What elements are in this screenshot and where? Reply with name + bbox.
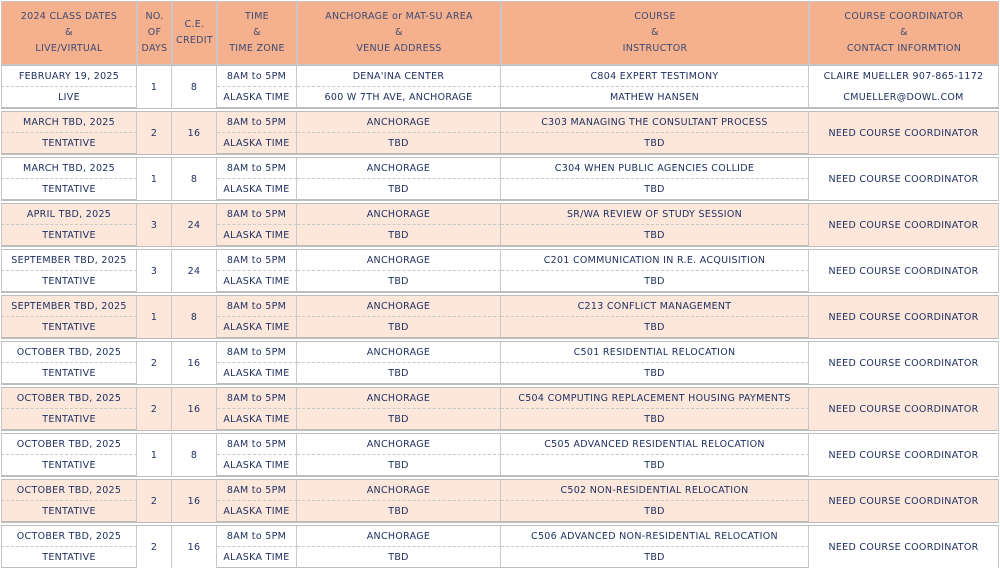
schedule-body [1,65,999,568]
ce-credit: 16 [172,479,217,522]
class-date: OCTOBER TBD, 2025 [1,341,137,363]
coordinator-name: NEED COURSE COORDINATOR [809,433,999,476]
header-text: INSTRUCTOR [622,43,688,54]
class-time: 8AM to 5PM [217,387,297,409]
ce-credit: 16 [172,525,217,568]
coordinator-email: CMUELLER@DOWL.COM [809,87,999,108]
header-course [501,1,809,65]
time-zone: ALASKA TIME [217,87,297,108]
header-text: OF [147,27,162,38]
header-text: NO. [145,11,164,22]
venue-name: ANCHORAGE [297,249,501,271]
table-row [1,65,999,87]
coordinator-name: CLAIRE MUELLER 907-865-1172 [809,65,999,87]
coordinator-name: NEED COURSE COORDINATOR [809,525,999,568]
class-mode: TENTATIVE [1,409,137,430]
class-time: 8AM to 5PM [217,249,297,271]
time-zone: ALASKA TIME [217,133,297,154]
instructor-name: TBD [501,179,809,200]
time-zone: ALASKA TIME [217,409,297,430]
venue-address: 600 W 7TH AVE, ANCHORAGE [297,87,501,108]
time-zone: ALASKA TIME [217,501,297,522]
venue-name: ANCHORAGE [297,525,501,547]
header-text: & [900,27,908,38]
coordinator-name: NEED COURSE COORDINATOR [809,387,999,430]
class-mode: TENTATIVE [1,547,137,568]
header-text: COURSE COORDINATOR [844,11,964,22]
table-row [1,433,999,455]
table-row [1,111,999,133]
ce-credit: 8 [172,157,217,200]
table-row [1,525,999,547]
coordinator-name: NEED COURSE COORDINATOR [809,479,999,522]
class-date: SEPTEMBER TBD, 2025 [1,249,137,271]
venue-address: TBD [297,547,501,568]
instructor-name: TBD [501,547,809,568]
class-time: 8AM to 5PM [217,341,297,363]
header-text: CREDIT [176,35,213,46]
header-coordinator [809,1,999,65]
venue-address: TBD [297,225,501,246]
ce-credit: 24 [172,249,217,292]
header-text: 2024 CLASS DATES [20,11,118,22]
venue-name: ANCHORAGE [297,479,501,501]
class-date: OCTOBER TBD, 2025 [1,433,137,455]
time-zone: ALASKA TIME [217,225,297,246]
course-name: C506 ADVANCED NON-RESIDENTIAL RELOCATION [501,525,809,547]
header-text: C.E. [184,19,205,30]
venue-name: ANCHORAGE [297,203,501,225]
venue-name: ANCHORAGE [297,341,501,363]
venue-name: DENA'INA CENTER [297,65,501,87]
instructor-name: MATHEW HANSEN [501,87,809,108]
header-text: TIME ZONE [229,43,285,54]
num-days: 3 [137,203,172,246]
course-name: C304 WHEN PUBLIC AGENCIES COLLIDE [501,157,809,179]
coordinator-name: NEED COURSE COORDINATOR [809,295,999,338]
class-mode: TENTATIVE [1,501,137,522]
class-date: APRIL TBD, 2025 [1,203,137,225]
header-text: & [253,27,261,38]
class-date: FEBRUARY 19, 2025 [1,65,137,87]
num-days: 2 [137,387,172,430]
ce-credit: 16 [172,111,217,154]
coordinator-name: NEED COURSE COORDINATOR [809,111,999,154]
class-schedule-table [1,1,999,568]
venue-address: TBD [297,455,501,476]
class-date: OCTOBER TBD, 2025 [1,525,137,547]
class-time: 8AM to 5PM [217,479,297,501]
ce-credit: 8 [172,295,217,338]
venue-address: TBD [297,501,501,522]
time-zone: ALASKA TIME [217,455,297,476]
class-time: 8AM to 5PM [217,203,297,225]
header-text: & [65,27,73,38]
num-days: 2 [137,525,172,568]
header-days [137,1,172,65]
header-row [1,1,999,65]
class-time: 8AM to 5PM [217,111,297,133]
class-date: MARCH TBD, 2025 [1,157,137,179]
class-mode: TENTATIVE [1,225,137,246]
class-time: 8AM to 5PM [217,157,297,179]
table-row [1,249,999,271]
course-name: C504 COMPUTING REPLACEMENT HOUSING PAYMENTS [501,387,809,409]
time-zone: ALASKA TIME [217,317,297,338]
table-row [1,157,999,179]
num-days: 2 [137,111,172,154]
ce-credit: 16 [172,341,217,384]
time-zone: ALASKA TIME [217,363,297,384]
class-time: 8AM to 5PM [217,295,297,317]
class-time: 8AM to 5PM [217,525,297,547]
class-time: 8AM to 5PM [217,433,297,455]
class-date: OCTOBER TBD, 2025 [1,479,137,501]
course-name: C502 NON-RESIDENTIAL RELOCATION [501,479,809,501]
header-venue [297,1,501,65]
course-name: C213 CONFLICT MANAGEMENT [501,295,809,317]
venue-address: TBD [297,133,501,154]
class-date: MARCH TBD, 2025 [1,111,137,133]
ce-credit: 8 [172,65,217,108]
instructor-name: TBD [501,133,809,154]
ce-credit: 24 [172,203,217,246]
header-time [217,1,297,65]
course-name: C804 EXPERT TESTIMONY [501,65,809,87]
class-mode: TENTATIVE [1,179,137,200]
venue-name: ANCHORAGE [297,111,501,133]
table-row [1,479,999,501]
num-days: 2 [137,341,172,384]
time-zone: ALASKA TIME [217,547,297,568]
instructor-name: TBD [501,455,809,476]
class-date: OCTOBER TBD, 2025 [1,387,137,409]
table-row [1,203,999,225]
venue-name: ANCHORAGE [297,387,501,409]
venue-address: TBD [297,271,501,292]
num-days: 1 [137,433,172,476]
time-zone: ALASKA TIME [217,179,297,200]
coordinator-name: NEED COURSE COORDINATOR [809,249,999,292]
num-days: 3 [137,249,172,292]
venue-name: ANCHORAGE [297,433,501,455]
course-name: C505 ADVANCED RESIDENTIAL RELOCATION [501,433,809,455]
venue-address: TBD [297,409,501,430]
num-days: 1 [137,295,172,338]
class-time: 8AM to 5PM [217,65,297,87]
course-name: SR/WA REVIEW OF STUDY SESSION [501,203,809,225]
instructor-name: TBD [501,271,809,292]
class-mode: TENTATIVE [1,363,137,384]
header-text: COURSE [634,11,676,22]
instructor-name: TBD [501,409,809,430]
header-credit [172,1,217,65]
table-row [1,341,999,363]
class-date: SEPTEMBER TBD, 2025 [1,295,137,317]
ce-credit: 8 [172,433,217,476]
header-text: TIME [244,11,269,22]
class-mode: TENTATIVE [1,133,137,154]
ce-credit: 16 [172,387,217,430]
table-row [1,295,999,317]
instructor-name: TBD [501,317,809,338]
venue-address: TBD [297,317,501,338]
instructor-name: TBD [501,501,809,522]
num-days: 2 [137,479,172,522]
table-row [1,387,999,409]
class-mode: TENTATIVE [1,455,137,476]
header-text: ANCHORAGE or MAT-SU AREA [325,11,473,22]
venue-name: ANCHORAGE [297,157,501,179]
coordinator-name: NEED COURSE COORDINATOR [809,157,999,200]
class-mode: TENTATIVE [1,271,137,292]
time-zone: ALASKA TIME [217,271,297,292]
coordinator-name: NEED COURSE COORDINATOR [809,341,999,384]
course-name: C303 MANAGING THE CONSULTANT PROCESS [501,111,809,133]
header-text: CONTACT INFORMTION [846,43,962,54]
coordinator-name: NEED COURSE COORDINATOR [809,203,999,246]
venue-name: ANCHORAGE [297,295,501,317]
course-name: C201 COMMUNICATION IN R.E. ACQUISITION [501,249,809,271]
instructor-name: TBD [501,225,809,246]
header-text: DAYS [141,43,168,54]
venue-address: TBD [297,179,501,200]
header-text: & [395,27,403,38]
num-days: 1 [137,157,172,200]
header-text: LIVE/VIRTUAL [35,43,103,54]
num-days: 1 [137,65,172,108]
header-text: VENUE ADDRESS [356,43,442,54]
class-mode: TENTATIVE [1,317,137,338]
course-name: C501 RESIDENTIAL RELOCATION [501,341,809,363]
instructor-name: TBD [501,363,809,384]
header-text: & [651,27,659,38]
venue-address: TBD [297,363,501,384]
class-mode: LIVE [1,87,137,108]
header-class-dates [1,1,137,65]
